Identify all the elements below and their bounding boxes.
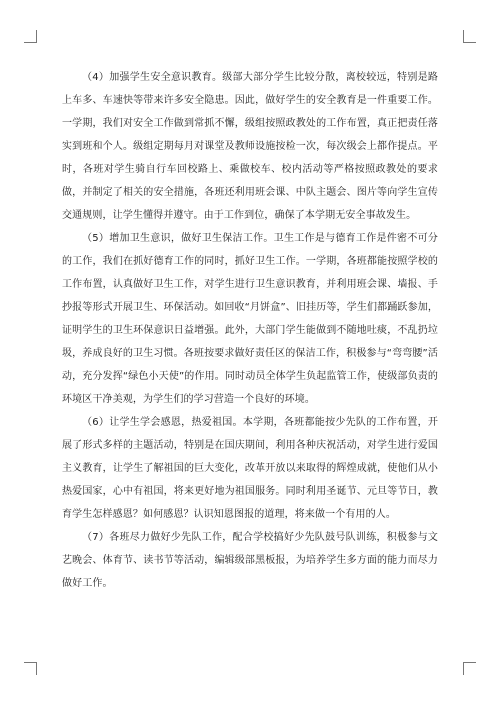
paragraph-4-safety: （4）加强学生安全意识教育。级部大部分学生比较分散，离校较远，特别是路上车多、车速快等带来许多安全隐患。因此，做好学生的安全教育是一件重要工作。一学期，我们对安全工作做到常抓不懈，级组按照政教处的工作布置，真正把责任落实到班和个人。级组定期每月对课堂及教师设施按检一次，每次级会上都作提点。平时，各班对学生骑自行车回校路上、乘做校车、校内活动等严格按照政教处的要求做，并制定了相关的安全措施，各班还利用班会课、中队主题会、图片等向学生宣传交通规则，让学生懂得并遵守。由于工作到位，确保了本学期无安全事故发生。 <box>62 72 438 221</box>
crop-mark-bottom-left <box>24 662 37 675</box>
crop-mark-top-right <box>463 30 476 43</box>
document-body <box>62 66 438 595</box>
crop-mark-top-left <box>24 30 37 43</box>
crop-mark-bottom-right <box>463 662 476 675</box>
paragraph-7-young-pioneers: （7）各班尽力做好少先队工作，配合学校搞好少先队鼓号队训练，积极参与文艺晚会、体育节、读书节等活动，编辑级部黑板报，为培养学生多方面的能力而尽力做好工作。 <box>62 532 438 589</box>
paragraph-5-hygiene: （5）增加卫生意识，做好卫生保洁工作。卫生工作是与德育工作是件密不可分的工作，我们在抓好德育工作的同时，抓好卫生工作。一学期，各班都能按照学校的工作布置，认真做好卫生工作，对学生进行卫生意识教育，并利用班会课、墙报、手抄报等形式开展卫生、环保活动。如回收“月饼盒”、旧挂历等，学生们都踊跃参加，证明学生的卫生环保意识日益增强。此外，大部门学生能做到不随地吐痰，不乱扔垃圾，养成良好的卫生习惯。各班按要求做好责任区的保洁工作，积极参与“弯弯腰”活动，充分发挥“绿色小天使”的作用。同时动员全体学生负起监管工作，使级部负责的环境区干净美观，为学生们的学习营造一个良好的环境。 <box>62 233 438 405</box>
paragraph-6-gratitude: （6）让学生学会感恩，热爱祖国。本学期，各班都能按少先队的工作布置，开展了形式多样的主题活动，特别是在国庆期间，利用各种庆祝活动，对学生进行爱国主义教育，让学生了解祖国的巨大变化，改革开放以来取得的辉煌成就，使他们从小热爱国家，心中有祖国，将来更好地为祖国服务。同时利用圣诞节、元旦等节日，教育学生怎样感恩？如何感恩？认识知恩图报的道理，将来做一个有用的人。 <box>62 417 438 520</box>
